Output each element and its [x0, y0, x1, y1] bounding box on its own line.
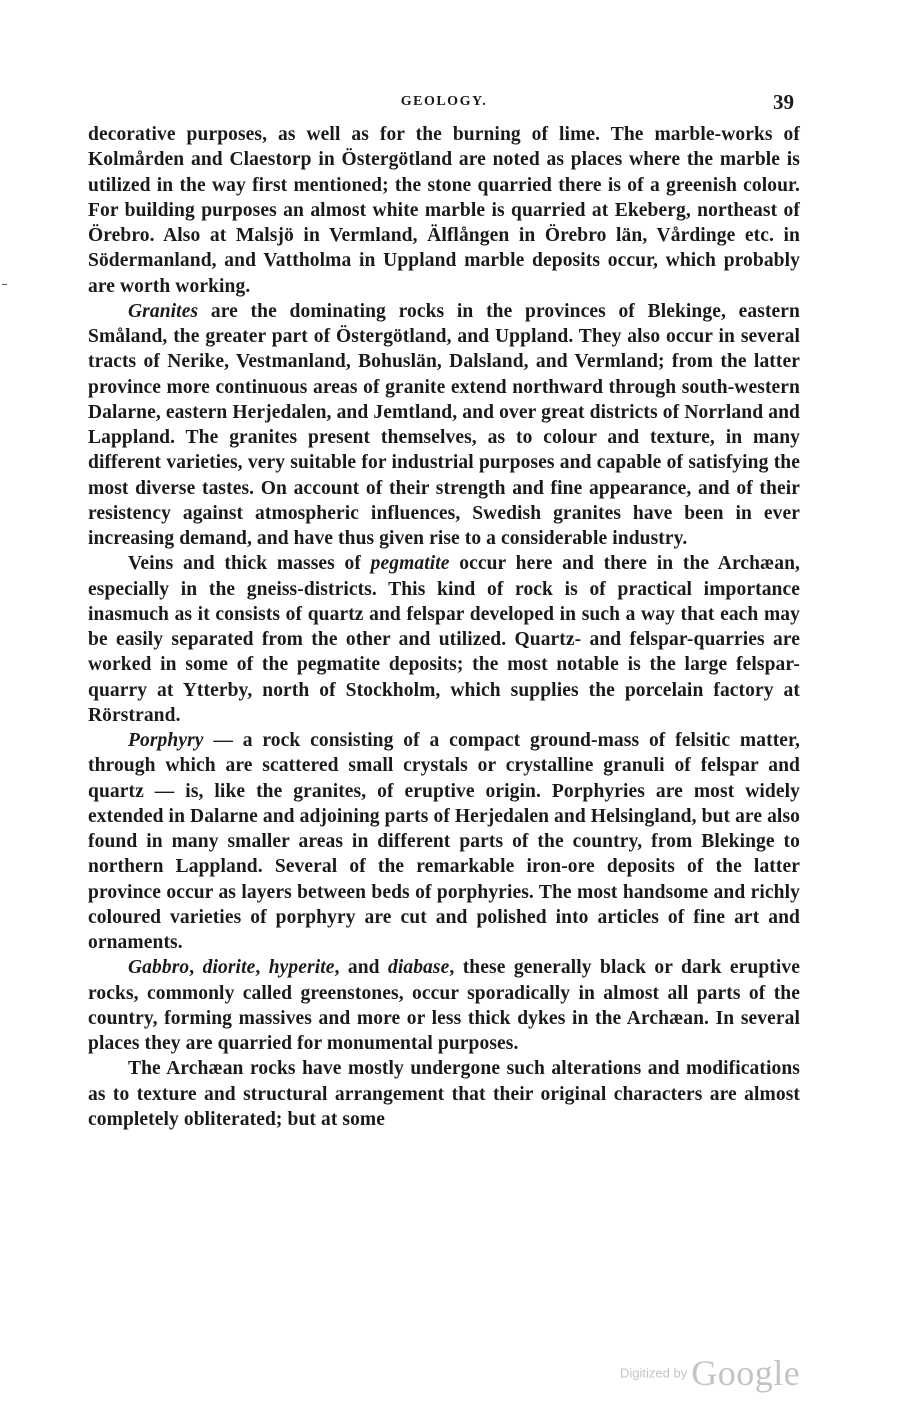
- term-diorite: diorite: [202, 957, 256, 979]
- term-diabase: diabase: [387, 957, 450, 979]
- body-text: [88, 122, 800, 1132]
- separator: , and: [334, 957, 388, 979]
- paragraph-pegmatite-text: occur here and there in the Archæan, especially in the gneiss-districts. This kind of rock is of practical importance inasmuch as it consists of quartz and felspar developed in such a way that each may be easily separated from the other and utilized. Quartz- and felspar-quarries are worked in some of the pegmatite deposits; the most notable is the large felspar-quarry at Ytterby, north of Stockholm, which supplies the porcelain factory at Rörstrand.: [88, 553, 801, 726]
- google-logo: Google: [691, 1353, 801, 1393]
- paragraph-porphyry: [88, 728, 800, 955]
- paragraph-porphyry-text: — a rock consisting of a compact ground-mass of felsitic matter, through which are scattered small crystals or crystalline granuli of felspar and quartz — is, like the granites, of eruptive origin. Porphyries are most widely extended in Dalarne and adjoining parts of Herjedalen and Helsingland, but are also found in many smaller areas in different parts of the country, from Blekinge to northern Lappland. Several of the remarkable iron-ore deposits of the latter province occur as layers between beds of porphyries. The most handsome and richly coloured varieties of porphyry are cut and polished into articles of fine art and ornaments.: [88, 730, 800, 953]
- paragraph-granites-text: are the dominating rocks in the provinces of Blekinge, eastern Småland, the greater part of Östergötland, and Uppland. They also occur in several tracts of Nerike, Vestmanland, Bohuslän, Dalsland, and Vermland; from the latter province more continuous areas of granite extend northward through south-western Dalarne, eastern Herjedalen, and Jemtland, and over great districts of Norrland and Lappland. The granites present themselves, as to colour and texture, in many different varieties, very suitable for industrial purposes and capable of satisfying the most diverse tastes. On account of their strength and fine appearance, and of their resistency against atmospheric influences, Swedish granites have been in ever increasing demand, and have thus given rise to a considerable industry.: [88, 300, 800, 549]
- digitized-watermark: [620, 1352, 800, 1394]
- separator: ,: [189, 957, 203, 979]
- term-hyperite: hyperite: [268, 957, 335, 979]
- separator: ,: [255, 957, 269, 979]
- running-head: GEOLOGY.: [400, 94, 488, 109]
- margin-mark: [2, 284, 7, 285]
- page-header: [88, 90, 800, 116]
- watermark-prefix: Digitized by: [620, 1365, 688, 1381]
- paragraph-granites: [88, 299, 800, 552]
- paragraph-greenstones-text: , these generally black or dark eruptive rocks, commonly called greenstones, occur sporadically in almost all parts of the country, forming massives and more or less thick dykes in the Archæan. In several places they are quarried for monumental purposes.: [88, 957, 801, 1054]
- term-porphyry: Porphyry: [128, 730, 204, 751]
- paragraph-greenstones: [88, 955, 800, 1056]
- paragraph-marble-continued: decorative purposes, as well as for the burning of lime. The marble-works of Kolmården and Claestorp in Östergötland are noted as places where the marble is utilized in the way first mentioned; the stone quarried there is of a greenish colour. For building purposes an almost white marble is quarried at Ekeberg, northeast of Örebro. Also at Malsjö in Vermland, Älflången in Örebro län, Vårdinge etc. in Södermanland, and Vattholma in Uppland marble deposits occur, which probably are worth working.: [88, 124, 800, 297]
- page-number: 39: [773, 90, 794, 114]
- term-granites: Granites: [128, 300, 199, 322]
- term-gabbro: Gabbro: [128, 957, 190, 979]
- paragraph-archaean: The Archæan rocks have mostly undergone such alterations and modifications as to texture and structural arrangement that their original characters are almost completely obliterated; but at some: [88, 1058, 800, 1130]
- term-pegmatite: pegmatite: [370, 553, 450, 575]
- paragraph-pegmatite: [88, 551, 800, 728]
- paragraph-pegmatite-lead: Veins and thick masses of: [128, 553, 371, 575]
